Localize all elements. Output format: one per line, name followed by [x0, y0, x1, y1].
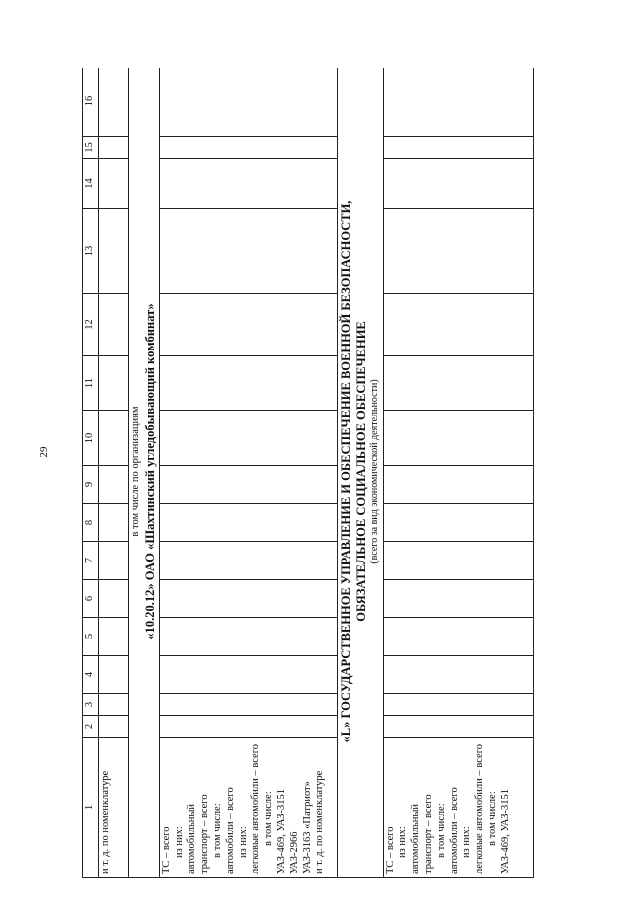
header-row: [83, 68, 99, 878]
table-row: [98, 68, 128, 878]
col-header: 10: [83, 411, 99, 466]
col-header: 13: [83, 209, 99, 294]
section-title: «L» ГОСУДАРСТВЕННОЕ УПРАВЛЕНИЕ И ОБЕСПЕЧЕНИЕ ВОЕННОЙ БЕЗОПАСНОСТИ,: [338, 200, 353, 743]
page-number: 29: [38, 446, 50, 458]
col-header: 4: [83, 656, 99, 694]
col-header: 16: [83, 68, 99, 137]
col-header: 12: [83, 294, 99, 356]
table-row: [383, 68, 533, 878]
table-wrapper: [82, 68, 617, 878]
row-line: легковые автомобили – всего: [250, 743, 262, 874]
col-header: 11: [83, 356, 99, 411]
row-line: и т. д. по номенклатуре: [314, 770, 326, 874]
row-line: транспорт – всего: [199, 794, 211, 874]
col-header: 1: [83, 738, 99, 878]
section-row: [128, 68, 159, 878]
row-line: ТС – всего: [384, 826, 396, 874]
row-label-cell: [383, 738, 533, 878]
row-line: УАЗ-469, УАЗ-3151: [499, 788, 511, 874]
row-line: УАЗ-3163 «Патриот»: [301, 781, 313, 874]
row-line: легковые автомобили – всего: [474, 743, 486, 874]
col-header: 2: [83, 716, 99, 738]
row-line: автомобильный: [410, 803, 422, 874]
row-line: из них:: [237, 826, 249, 858]
col-header: 7: [83, 542, 99, 580]
row-line: автомобильный: [186, 803, 198, 874]
col-header: 3: [83, 694, 99, 716]
section-title: «10.20.12» ОАО «Шахтинский угледобывающий комбинат»: [142, 303, 157, 640]
section-subtitle: (всего за вид экономической деятельности): [369, 379, 381, 564]
section-caption: в том числе по организациям: [129, 406, 141, 537]
row-line: из них:: [173, 826, 185, 858]
row-line: УАЗ-469, УАЗ-3151: [276, 788, 288, 874]
row-line: из них:: [397, 826, 409, 858]
col-header: 15: [83, 137, 99, 159]
table-row: [159, 68, 337, 878]
row-line: в том числе:: [212, 803, 224, 858]
row-line: в том числе:: [435, 803, 447, 858]
rotated-table-area: [82, 68, 617, 878]
row-line: в том числе:: [486, 791, 498, 846]
row-line: из них:: [461, 826, 473, 858]
section-title: ОБЯЗАТЕЛЬНОЕ СОЦИАЛЬНОЕ ОБЕСПЕЧЕНИЕ: [354, 321, 369, 622]
row-line: в том числе:: [263, 791, 275, 846]
row-label-cell: [159, 738, 337, 878]
col-header: 6: [83, 580, 99, 618]
row-line: автомобили – всего: [224, 787, 236, 874]
col-header: 14: [83, 159, 99, 209]
vehicle-table: [82, 68, 534, 878]
col-header: 5: [83, 618, 99, 656]
row-line: УАЗ-2966: [288, 831, 300, 874]
col-header: 8: [83, 504, 99, 542]
row-line: транспорт – всего: [422, 794, 434, 874]
row-line: ТС – всего: [160, 826, 172, 874]
row-line: автомобили – всего: [448, 787, 460, 874]
col-header: 9: [83, 466, 99, 504]
row-label: и т. д. по номенклатуре: [98, 738, 128, 878]
section-row: [337, 68, 383, 878]
